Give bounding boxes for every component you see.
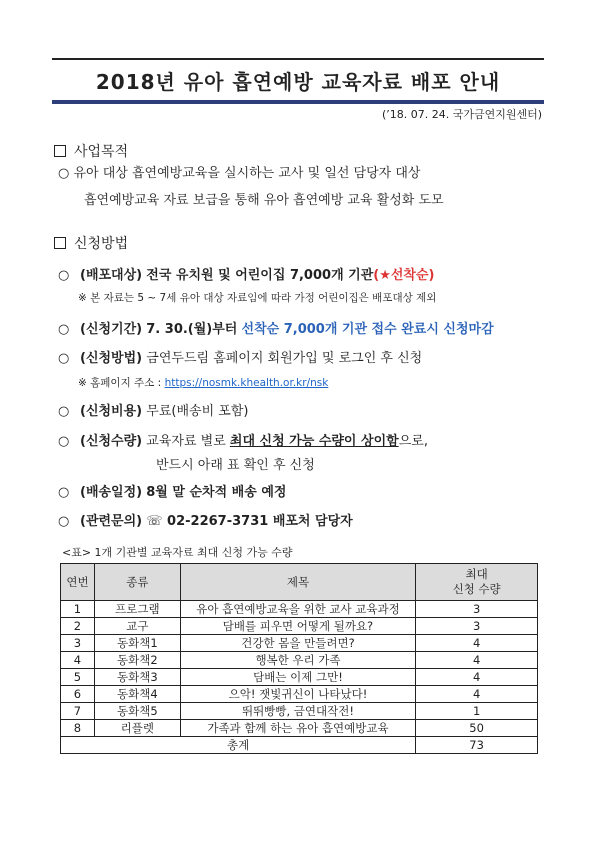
total-value: 73: [416, 737, 538, 754]
circle-bullet-icon: ○: [58, 514, 70, 529]
cell-qty: 50: [416, 720, 538, 737]
cell-title: 유아 흡연예방교육을 위한 교사 교육과정: [180, 601, 415, 618]
target-note: ※ 본 자료는 5 ~ 7세 유아 대상 자료임에 따라 가정 어린이집은 배포대상 제외: [78, 292, 437, 304]
table-row: [61, 601, 538, 618]
cell-qty: 4: [416, 686, 538, 703]
ship-text: 8월 말 순차적 배송 예정: [146, 485, 287, 500]
table-row: [61, 703, 538, 720]
how-row: [58, 347, 422, 366]
section-method-title: 신청방법: [74, 236, 129, 252]
table-total-row: [61, 737, 538, 754]
table-row: [61, 618, 538, 635]
table-row: [61, 652, 538, 669]
cell-title: 으악! 잿빛귀신이 나타났다!: [180, 686, 415, 703]
contact-row: [58, 510, 353, 529]
target-text: 전국 유치원 및 어린이집 7,000개 기관: [146, 268, 374, 283]
cell-qty: 4: [416, 669, 538, 686]
cell-title: 담배는 이제 그만!: [180, 669, 415, 686]
cell-title: 뛰뛰빵빵, 금연대작전!: [180, 703, 415, 720]
ship-row: [58, 481, 286, 500]
cell-qty: 1: [416, 703, 538, 720]
cell-type: 리플렛: [94, 720, 180, 737]
ship-label: (배송일정): [80, 485, 143, 500]
period-highlight: 선착순 7,000개 기관 접수 완료시 신청마감: [241, 322, 494, 337]
purpose-line-2: 흡연예방교육 자료 보급을 통해 유아 흡연예방 교육 활성화 도모: [84, 193, 444, 208]
circle-bullet-icon: ○: [58, 485, 70, 500]
cell-title: 가족과 함께 하는 유아 흡연예방교육: [180, 720, 415, 737]
header-type: 종류: [94, 564, 180, 601]
period-row: [58, 318, 494, 337]
header-max-qty: 최대 신청 수량: [416, 564, 538, 601]
contact-text: ☏ 02-2267-3731 배포처 담당자: [146, 514, 353, 529]
cell-no: 1: [61, 601, 95, 618]
table-row: [61, 669, 538, 686]
cell-type: 동화책4: [94, 686, 180, 703]
qty-row: [58, 430, 428, 449]
cell-no: 7: [61, 703, 95, 720]
circle-bullet-icon: ○: [58, 268, 70, 283]
circle-bullet-icon: ○: [58, 404, 70, 419]
section-purpose-title: 사업목적: [74, 144, 129, 160]
total-label: 총계: [61, 737, 416, 754]
qty-line-2-text: 반드시 아래 표 확인 후 신청: [156, 458, 315, 473]
cell-qty: 3: [416, 601, 538, 618]
homepage-link[interactable]: https://nosmk.khealth.or.kr/nsk: [164, 377, 329, 389]
cell-qty: 4: [416, 635, 538, 652]
contact-label: (관련문의): [80, 514, 143, 529]
cell-type: 동화책3: [94, 669, 180, 686]
page-title: 2018년 유아 흡연예방 교육자료 배포 안내: [95, 69, 501, 94]
target-row: [58, 264, 435, 283]
cost-row: [58, 400, 248, 419]
cell-qty: 4: [416, 652, 538, 669]
cell-no: 5: [61, 669, 95, 686]
quantity-table: [60, 563, 538, 754]
homepage-label: ※ 홈페이지 주소 :: [78, 377, 162, 389]
circle-bullet-icon: ○: [58, 434, 70, 449]
purpose-line-1: ○ 유아 대상 흡연예방교육을 실시하는 교사 및 일선 담당자 대상: [58, 166, 421, 181]
qty-text-a: 교육자료 별로: [146, 434, 226, 449]
cell-no: 2: [61, 618, 95, 635]
table-header-row: [61, 564, 538, 601]
cell-no: 8: [61, 720, 95, 737]
circle-bullet-icon: ○: [58, 351, 70, 366]
qty-text-b: 최대 신청 가능 수량이 상이함: [229, 434, 399, 449]
table-row: [61, 720, 538, 737]
section-method-heading: [54, 233, 128, 253]
cell-type: 교구: [94, 618, 180, 635]
homepage-note: [78, 375, 328, 390]
qty-label: (신청수량): [80, 434, 143, 449]
qty-line-2: [156, 454, 315, 473]
cell-type: 동화책1: [94, 635, 180, 652]
section-purpose-heading: [54, 141, 128, 161]
issue-date: (’18. 07. 24. 국가금연지원센터): [381, 108, 542, 121]
circle-bullet-icon: ○: [58, 322, 70, 337]
table-caption: <표> 1개 기관별 교육자료 최대 신청 가능 수량: [62, 546, 293, 559]
period-label: (신청기간): [80, 322, 143, 337]
header-no: 연번: [61, 564, 95, 601]
qty-text-c: 으로,: [398, 434, 428, 449]
table-row: [61, 635, 538, 652]
cell-title: 행복한 우리 가족: [180, 652, 415, 669]
cell-no: 6: [61, 686, 95, 703]
cell-type: 동화책2: [94, 652, 180, 669]
how-label: (신청방법): [80, 351, 143, 366]
cell-title: 건강한 몸을 만들려면?: [180, 635, 415, 652]
target-label: (배포대상): [80, 268, 143, 283]
title-box: [52, 58, 544, 104]
how-text: 금연두드림 홈페이지 회원가입 및 로그인 후 신청: [146, 351, 423, 366]
cell-title: 담배를 피우면 어떻게 될까요?: [180, 618, 415, 635]
cost-label: (신청비용): [80, 404, 143, 419]
cell-no: 3: [61, 635, 95, 652]
cell-no: 4: [61, 652, 95, 669]
header-title: 제목: [180, 564, 415, 601]
cell-type: 동화책5: [94, 703, 180, 720]
square-bullet-icon: [54, 145, 66, 157]
table-row: [61, 686, 538, 703]
target-highlight: (★선착순): [373, 268, 435, 283]
cost-text: 무료(배송비 포함): [146, 404, 249, 419]
period-text: 7. 30.(월)부터: [146, 322, 238, 337]
cell-type: 프로그램: [94, 601, 180, 618]
cell-qty: 3: [416, 618, 538, 635]
square-bullet-icon: [54, 237, 66, 249]
